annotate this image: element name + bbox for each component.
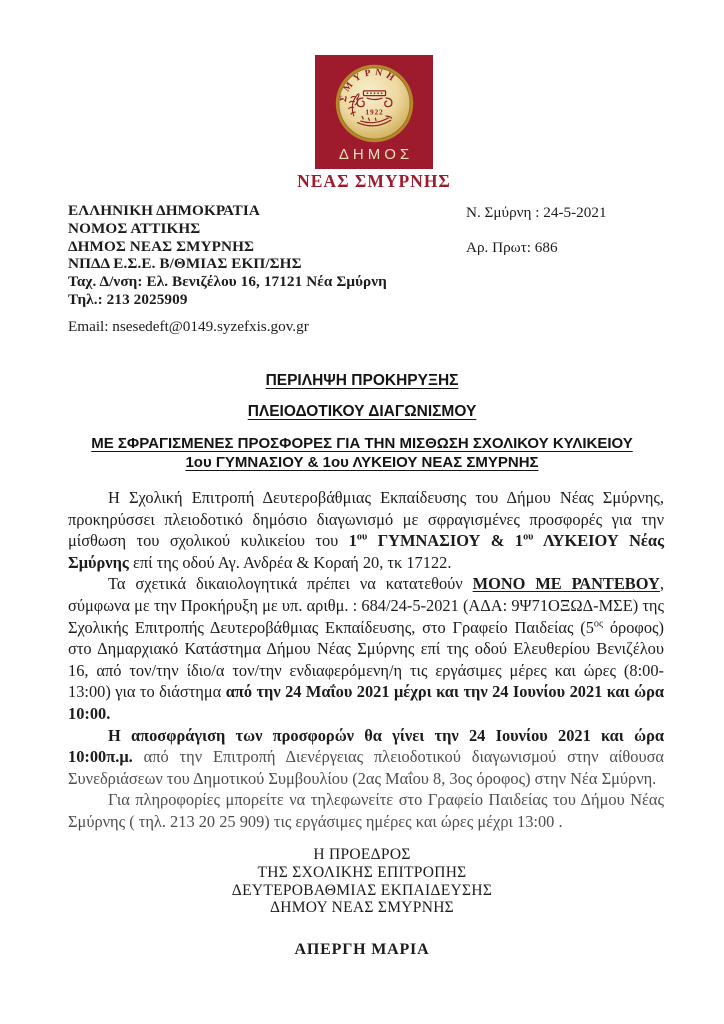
- text-segment: ου: [523, 531, 534, 543]
- date-line: Ν. Σμύρνη : 24-5-2021: [466, 204, 607, 221]
- text-segment: ΜΟΝΟ ΜΕ ΡΑΝΤΕΒΟΥ: [472, 574, 660, 594]
- paragraph: [68, 789, 664, 832]
- email-line: Email: nsesedeft@0149.syzefxis.gov.gr: [68, 318, 309, 335]
- agency-line: Τηλ.: 213 2025909: [68, 290, 188, 308]
- agency-line: ΕΛΛΗΝΙΚΗ ΔΗΜΟΚΡΑΤΙΑ: [68, 202, 260, 219]
- doc-title-line-3: [0, 435, 724, 472]
- document-body: [68, 487, 664, 833]
- paragraph: [68, 487, 664, 573]
- paragraph: [68, 573, 664, 724]
- doc-title-line-1: [0, 372, 724, 390]
- municipal-logo: [282, 55, 466, 192]
- text-segment: από την Επιτροπή Διενέργειας πλειοδοτικού διαγωνισμού στην αίθουσα Συνεδριάσεων του Δημοτικού Συμβουλίου (2ας Μαΐου 8, 3ος όροφος) στην Νέα Σμύρνη.: [68, 747, 664, 788]
- paragraph: [68, 725, 664, 790]
- doc-title-text-2: ΠΛΕΙΟΔΟΤΙΚΟΥ ΔΙΑΓΩΝΙΣΜΟΥ: [247, 403, 477, 420]
- agency-line: ΔΗΜΟΣ ΝΕΑΣ ΣΜΥΡΝΗΣ: [68, 237, 255, 255]
- text-segment: Τα σχετικά δικαιολογητικά πρέπει να κατατεθούν: [108, 574, 473, 594]
- doc-title-text-3a: ΜΕ ΣΦΡΑΓΙΣΜΕΝΕΣ ΠΡΟΣΦΟΡΕΣ ΓΙΑ ΤΗΝ ΜΙΣΘΩΣΗ ΣΧΟΛΙΚΟΥ ΚΥΛΙΚΕΙΟΥ: [91, 435, 633, 452]
- text-segment: Η αποσφράγιση των προσφορών θα γίνει την 24 Ιουνίου 2021 και ώρα 10:00π.μ.: [68, 725, 664, 767]
- agency-line: ΝΟΜΟΣ ΑΤΤΙΚΗΣ: [68, 219, 201, 237]
- signature-line: Η ΠΡΟΕΔΡΟΣ: [313, 846, 411, 863]
- text-segment: Για πληροφορίες μπορείτε να τηλεφωνείτε στο Γραφείο Παιδείας του Δήμου Νέας Σμύρνης ( τηλ. 213 20 25 909) τις εργάσιμες ημέρες και ώρες μέχρι 13:00 .: [68, 790, 664, 831]
- signature-line: ΔΕΥΤΕΡΟΒΑΘΜΙΑΣ ΕΚΠΑΙΔΕΥΣΗΣ: [231, 881, 493, 899]
- logo-municipality-word: ΔΗΜΟΣ: [338, 146, 414, 163]
- logo-red-square: [315, 55, 433, 169]
- signature-block-lines: [0, 846, 724, 917]
- doc-title-text-1: ΠΕΡΙΛΗΨΗ ΠΡΟΚΗΡΥΞΗΣ: [265, 372, 459, 389]
- text-segment: επί της οδού Αγ. Ανδρέα & Κοραή 20, τκ 17122.: [128, 552, 452, 572]
- coin-emblem-icon: [335, 64, 414, 143]
- logo-municipality-name: ΝΕΑΣ ΣΜΥΡΝΗΣ: [297, 171, 451, 191]
- text-segment: ΓΥΜΝΑΣΙΟΥ & 1: [367, 531, 524, 551]
- text-segment: Η Σχολική Επιτροπή Δευτεροβάθμιας Εκπαίδευσης του Δήμου Νέας Σμύρνης, προκηρύσσει πλειοδοτικό δημόσιο διαγωνισμό με σφραγισμένες προσφορές για την μίσθωση του σχολικού κυλικείου του: [68, 488, 664, 551]
- signer-name: ΑΠΕΡΓΗ ΜΑΡΙΑ: [294, 941, 430, 958]
- agency-line: Ταχ. Δ/νση: Ελ. Βενιζέλου 16, 17121 Νέα Σμύρνη: [68, 273, 387, 291]
- text-segment: 1: [348, 531, 357, 551]
- text-segment: ου: [356, 531, 368, 543]
- coin-year: 1922: [364, 107, 384, 117]
- text-segment: όροφος) στο Δημαρχιακό Κατάστημα Δήμου Νέας Σμύρνης επί της οδού Ελευθερίου Βενιζέλου 16, από τον/την ίδιο/α τον/την ενδιαφερόμενη/η τις εργάσιμες μέρες και ώρες (8:00-13:00) για το διάστημα: [68, 617, 664, 702]
- doc-title-text-3b: 1ου ΓΥΜΝΑΣΙΟΥ & 1ου ΛΥΚΕΙΟΥ ΝΕΑΣ ΣΜΥΡΝΗΣ: [185, 453, 539, 471]
- text-segment: , σύμφωνα με την Προκήρυξη με υπ. αριθμ. : 684/24-5-2021 (ΑΔΑ: 9Ψ71ΟΞΩΔ-ΜΣΕ) της Σχολικής Επιτροπής Δευτεροβάθμιας Εκπαίδευσης, στο Γραφείο Παιδείας (5: [68, 574, 665, 637]
- signature-line: ΤΗΣ ΣΧΟΛΙΚΗΣ ΕΠΙΤΡΟΠΗΣ: [257, 863, 467, 881]
- protocol-number-line: Αρ. Πρωτ: 686: [466, 239, 558, 256]
- coin-inscription: ΣΜΥΡΝΗ: [338, 67, 399, 103]
- agency-line: ΝΠΔΔ Ε.Σ.Ε. Β/ΘΜΙΑΣ ΕΚΠ/ΣΗΣ: [68, 255, 302, 273]
- signature-line: ΔΗΜΟΥ ΝΕΑΣ ΣΜΥΡΝΗΣ: [269, 899, 455, 917]
- text-segment: από την 24 Μαΐου 2021 μέχρι και την 24 Ιουνίου 2021 και ώρα 10:00.: [68, 682, 664, 723]
- agency-lines: [68, 202, 387, 309]
- doc-title-line-2: [0, 403, 724, 421]
- text-segment: ΛΥΚΕΙΟΥ Νέας Σμύρνης: [68, 531, 664, 572]
- text-segment: ος: [593, 618, 604, 630]
